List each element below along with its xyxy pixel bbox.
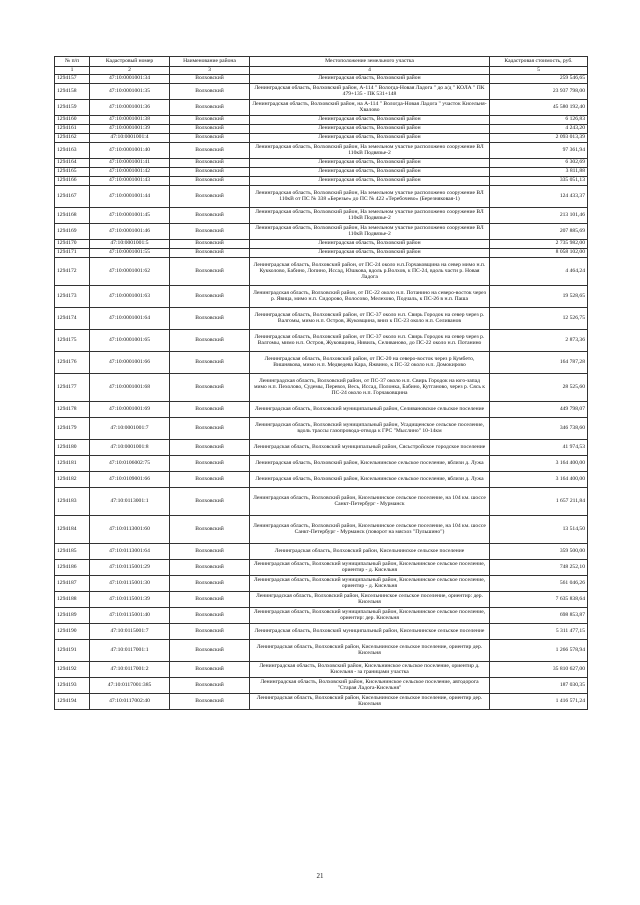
cadastral-number: 47:10:0115001:30: [90, 575, 170, 591]
location: Ленинградская область, Волховский район: [250, 248, 490, 257]
header-district: Наименование района: [170, 57, 250, 67]
row-number: 1294177: [55, 373, 90, 401]
location: Ленинградская область, Волховский район, На земельном участке расположено сооружение ВЛ 110кВ Подвязье-2: [250, 142, 490, 158]
location: Ленинградская область, Волховский муниципальный район, Кисельнинское сельское поселение: [250, 623, 490, 639]
cadastral-number: 47:10:0001001:69: [90, 401, 170, 417]
district-name: Волховский: [170, 142, 250, 158]
district-name: Волховский: [170, 575, 250, 591]
district-name: Волховский: [170, 471, 250, 487]
cadastral-number: 47:10:0001001:68: [90, 373, 170, 401]
cadastral-number: 47:10:0001001:66: [90, 351, 170, 373]
district-name: Волховский: [170, 124, 250, 133]
row-number: 1294179: [55, 417, 90, 439]
district-name: Волховский: [170, 693, 250, 709]
table-row: [55, 239, 588, 248]
table-row: [55, 158, 588, 167]
cadastral-number: 47:10:0001001:36: [90, 99, 170, 115]
table-row: [55, 133, 588, 142]
table-row: [55, 677, 588, 693]
table-row: [55, 351, 588, 373]
header-num: № п/п: [55, 57, 90, 67]
cadastral-value: 187 030,35: [490, 677, 588, 693]
row-number: 1294174: [55, 307, 90, 329]
row-number: 1294188: [55, 591, 90, 607]
district-name: Волховский: [170, 133, 250, 142]
location: Ленинградская область, Волховский район, Кисельнинское сельское поселение, вблизи д. Лужа: [250, 455, 490, 471]
location: Ленинградская область, Волховский муниципальный район, Сясьстройское городское поселение: [250, 439, 490, 455]
table-row: [55, 248, 588, 257]
location: Ленинградская область, Волховский район, Кисельнинское сельское поселение, автодорога "Старая Ладога-Кисельня": [250, 677, 490, 693]
cadastral-number: 47:10:0113001:64: [90, 543, 170, 559]
table-row: [55, 559, 588, 575]
cadastral-value: 3 811,88: [490, 167, 588, 176]
cadastral-value: 335 051,13: [490, 176, 588, 185]
row-number: 1294182: [55, 471, 90, 487]
location: Ленинградская область, Волховский муниципальный район, Селивановское сельское поселение: [250, 401, 490, 417]
table-row: [55, 176, 588, 185]
table-row: [55, 99, 588, 115]
row-number: 1294167: [55, 185, 90, 207]
location: Ленинградская область, Волховский район, от ПС-37 около н.п. Свирь Городок на север через р. Валгомы, мимо н.п. Остров, Жуковщина, вниз к ПС-23 около н.п. Селиванов: [250, 307, 490, 329]
cadastral-value: 3 164 400,00: [490, 471, 588, 487]
row-number: 1294162: [55, 133, 90, 142]
cadastral-value: 97 361,94: [490, 142, 588, 158]
row-number: 1294184: [55, 515, 90, 543]
cadastral-value: 4 243,20: [490, 124, 588, 133]
location: Ленинградская область, Волховский район: [250, 74, 490, 83]
cadastral-value: 1 266 578,94: [490, 639, 588, 661]
row-number: 1294180: [55, 439, 90, 455]
table-row: [55, 661, 588, 677]
cadastral-number: 47:10:0001001:43: [90, 176, 170, 185]
table-row: [55, 471, 588, 487]
row-number: 1294160: [55, 115, 90, 124]
row-number: 1294192: [55, 661, 90, 677]
cadastral-value: 164 787,28: [490, 351, 588, 373]
cadastral-number: 47:10:0115001:40: [90, 607, 170, 623]
district-name: Волховский: [170, 623, 250, 639]
cadastral-value: 359 500,00: [490, 543, 588, 559]
location: Ленинградская область, Волховский район: [250, 158, 490, 167]
district-name: Волховский: [170, 607, 250, 623]
location: Ленинградская область, Волховский район, Кисельнинское сельское поселение, ориентир дер. Кисельня: [250, 639, 490, 661]
table-row: [55, 623, 588, 639]
cadastral-number: 47:10:0001001:8: [90, 439, 170, 455]
table-row: [55, 142, 588, 158]
row-number: 1294173: [55, 285, 90, 307]
cadastral-number: 47:10:0001001:7: [90, 417, 170, 439]
table-row: [55, 575, 588, 591]
location: Ленинградская область, Волховский район: [250, 167, 490, 176]
cadastral-number: 47:10:0001001:5: [90, 239, 170, 248]
cadastral-value: 7 635 838,64: [490, 591, 588, 607]
cadastral-value: 1 416 571,24: [490, 693, 588, 709]
cadastral-number: 47:10:0001001:46: [90, 223, 170, 239]
table-row: [55, 124, 588, 133]
row-number: 1294170: [55, 239, 90, 248]
location: Ленинградская область, Волховский муниципальный район, Кисельнинское сельское поселение, ориентир - д. Кисельня: [250, 559, 490, 575]
header-cadastral-number: Кадастровый номер: [90, 57, 170, 67]
cadastral-value: 41 974,53: [490, 439, 588, 455]
cadastral-value: 207 885,69: [490, 223, 588, 239]
row-number: 1294191: [55, 639, 90, 661]
cadastral-number: 47:10:0001001:63: [90, 285, 170, 307]
cadastral-value: 1 657 211,84: [490, 487, 588, 515]
cadastral-value: 561 046,26: [490, 575, 588, 591]
district-name: Волховский: [170, 401, 250, 417]
cadastral-value: 124 433,37: [490, 185, 588, 207]
district-name: Волховский: [170, 373, 250, 401]
table-row: [55, 373, 588, 401]
district-name: Волховский: [170, 257, 250, 285]
cadastral-number: 47:10:0001001:65: [90, 329, 170, 351]
table-row: [55, 83, 588, 99]
row-number: 1294164: [55, 158, 90, 167]
district-name: Волховский: [170, 417, 250, 439]
location: Ленинградская область, Волховский район, от ПС-37 около н.п. Свирь Городок на юго-запад мимо н.п. Пехолово, Судемы, Перевоз, Весь, Иссад, Полонка, Бабино, Кутганово, через р. Сясь к ПС-24 около н.п. Горчаковщина: [250, 373, 490, 401]
location: Ленинградская область, Волховский район, На земельном участке расположено сооружение ВЛ 110кВ от ПС № 338 «Березье» до ПС № 422 «Теребочево» (Березняковая-1): [250, 185, 490, 207]
header-location: Местоположение земельного участка: [250, 57, 490, 67]
row-number: 1294193: [55, 677, 90, 693]
row-number: 1294186: [55, 559, 90, 575]
row-number: 1294190: [55, 623, 90, 639]
district-name: Волховский: [170, 677, 250, 693]
district-name: Волховский: [170, 115, 250, 124]
table-row: [55, 607, 588, 623]
cadastral-value: 23 937 798,00: [490, 83, 588, 99]
row-number: 1294172: [55, 257, 90, 285]
cadastral-value: 45 580 192,40: [490, 99, 588, 115]
cadastral-value: 5 311 477,15: [490, 623, 588, 639]
district-name: Волховский: [170, 185, 250, 207]
cadastral-number: 47:10:0001001:42: [90, 167, 170, 176]
district-name: Волховский: [170, 661, 250, 677]
cadastral-value: 12 526,75: [490, 307, 588, 329]
location: Ленинградская область, Волховский район: [250, 124, 490, 133]
cadastral-value: 6 126,83: [490, 115, 588, 124]
location: Ленинградская область, Волховский район, на А-114 " Вологда-Новая Ладога " участок Кисельня-Хвалово: [250, 99, 490, 115]
column-number: 4: [250, 67, 490, 75]
cadastral-value: 35 810 627,00: [490, 661, 588, 677]
cadastral-number: 47:10:0001001:55: [90, 248, 170, 257]
row-number: 1294181: [55, 455, 90, 471]
table-row: [55, 515, 588, 543]
table-row: [55, 439, 588, 455]
table-body: [55, 74, 588, 709]
location: Ленинградская область, Волховский район, от ПС-37 около н.п. Свирь Городок на север через р. Валгомы, мимо н.п. Остров, Жуковщина, Нивиль, Селиваново, до ПС-22 около н.п. Потанино: [250, 329, 490, 351]
table-row: [55, 115, 588, 124]
table-row: [55, 543, 588, 559]
cadastral-number: 47:10:0001001:44: [90, 185, 170, 207]
cadastral-value: 8 058 102,00: [490, 248, 588, 257]
row-number: 1294189: [55, 607, 90, 623]
row-number: 1294187: [55, 575, 90, 591]
table-row: [55, 487, 588, 515]
header-cadastral-value: Кадастровая стоимость, руб.: [490, 57, 588, 67]
row-number: 1294178: [55, 401, 90, 417]
location: Ленинградская область, Волховский район, На земельном участке расположено сооружение ВЛ 110кВ Подвязье-2: [250, 207, 490, 223]
location: Ленинградская область, Волховский район, Кисельнинское сельское поселение, на 104 км. шоссе Санкт-Петербург - Мурманск (поворот на мясхоз "Пульшино"): [250, 515, 490, 543]
cadastral-number: 47:10:0117001:2: [90, 661, 170, 677]
table-row: [55, 639, 588, 661]
row-number: 1294159: [55, 99, 90, 115]
row-number: 1294194: [55, 693, 90, 709]
district-name: Волховский: [170, 307, 250, 329]
district-name: Волховский: [170, 639, 250, 661]
cadastral-number: 47:10:0001001:38: [90, 115, 170, 124]
cadastral-number: 47:10:0001001:39: [90, 124, 170, 133]
column-number: 5: [490, 67, 588, 75]
cadastral-number: 47:10:0001001:64: [90, 307, 170, 329]
district-name: Волховский: [170, 285, 250, 307]
district-name: Волховский: [170, 239, 250, 248]
row-number: 1294166: [55, 176, 90, 185]
row-number: 1294183: [55, 487, 90, 515]
row-number: 1294165: [55, 167, 90, 176]
cadastral-value: 4 464,24: [490, 257, 588, 285]
table-row: [55, 207, 588, 223]
table-row: [55, 257, 588, 285]
district-name: Волховский: [170, 487, 250, 515]
district-name: Волховский: [170, 248, 250, 257]
district-name: Волховский: [170, 83, 250, 99]
district-name: Волховский: [170, 223, 250, 239]
cadastral-number: 47:10:0001001:62: [90, 257, 170, 285]
district-name: Волховский: [170, 455, 250, 471]
district-name: Волховский: [170, 158, 250, 167]
table-row: [55, 307, 588, 329]
cadastral-number: 47:10:0115001:7: [90, 623, 170, 639]
table-row: [55, 185, 588, 207]
page-number: 21: [316, 872, 324, 880]
location: Ленинградская область, Волховский муниципальный район, Кисельнинское сельское поселение, ориентир - д. Кисельня: [250, 575, 490, 591]
cadastral-value: 346 738,60: [490, 417, 588, 439]
district-name: Волховский: [170, 559, 250, 575]
district-name: Волховский: [170, 591, 250, 607]
cadastral-value: 2 735 982,00: [490, 239, 588, 248]
district-name: Волховский: [170, 351, 250, 373]
row-number: 1294169: [55, 223, 90, 239]
district-name: Волховский: [170, 167, 250, 176]
cadastral-number: 47:10:0115001:29: [90, 559, 170, 575]
column-number: 2: [90, 67, 170, 75]
cadastral-number: 47:10:0115001:39: [90, 591, 170, 607]
location: Ленинградская область, Волховский район: [250, 133, 490, 142]
district-name: Волховский: [170, 99, 250, 115]
cadastral-number: 47:10:0113001:1: [90, 487, 170, 515]
location: Ленинградская область, Волховский район, от ПС-20 на северо-восток через р Кумбето, Вишнякова, мимо н.п. Медведева Кара, Яжвино, к ПС-32 около н.п. Домокирово: [250, 351, 490, 373]
cadastral-value: 13 514,50: [490, 515, 588, 543]
table-row: [55, 417, 588, 439]
cadastral-number: 47:10:0113001:60: [90, 515, 170, 543]
district-name: Волховский: [170, 543, 250, 559]
table-row: [55, 329, 588, 351]
location: Ленинградская область, Волховский район, Кисельнинское сельское поселение, ориентир дер. Кисельня: [250, 693, 490, 709]
cadastral-value: 449 798,07: [490, 401, 588, 417]
cadastral-value: 213 101,46: [490, 207, 588, 223]
district-name: Волховский: [170, 439, 250, 455]
table-row: [55, 401, 588, 417]
row-number: 1294157: [55, 74, 90, 83]
header-row: [55, 57, 588, 67]
cadastral-value: 259 546,65: [490, 74, 588, 83]
location: Ленинградская область, Волховский район, Кисельнинское сельское поселение, вблизи д. Лужа: [250, 471, 490, 487]
row-number: 1294161: [55, 124, 90, 133]
column-number: 1: [55, 67, 90, 75]
row-number: 1294163: [55, 142, 90, 158]
row-number: 1294176: [55, 351, 90, 373]
location: Ленинградская область, Волховский район, Кисельнинское сельское поселение, на 104 км. шоссе Санкт-Петербург - Мурманск: [250, 487, 490, 515]
cadastral-number: 47:10:0106002:75: [90, 455, 170, 471]
cadastral-number: 47:10:0117001:1: [90, 639, 170, 661]
cadastral-number: 47:10:0109001:66: [90, 471, 170, 487]
location: Ленинградская область, Волховский район, Кисельнинское сельское поселение: [250, 543, 490, 559]
cadastral-number: 47:10:0001001:35: [90, 83, 170, 99]
district-name: Волховский: [170, 515, 250, 543]
location: Ленинградская область, Волховский муниципальный район, Кисельнинское сельское поселение, ориентир: дер. Кисельня: [250, 607, 490, 623]
cadastral-number: 47:10:0001001:34: [90, 74, 170, 83]
column-number: 3: [170, 67, 250, 75]
row-number: 1294171: [55, 248, 90, 257]
district-name: Волховский: [170, 176, 250, 185]
location: Ленинградская область, Волховский район, А-114 " Вологда-Новая Ладога " до а/д " КОЛА " ПК 479+135 - ПК 531+148: [250, 83, 490, 99]
cadastral-value: 3 164 400,00: [490, 455, 588, 471]
cadastral-value: 698 853,87: [490, 607, 588, 623]
cadastral-number: 47:10:0001001:41: [90, 158, 170, 167]
location: Ленинградская область, Волховский муниципальный район, Усадищенское сельское поселение, вдоль трассы газопровода-отвода к ГРС "Мыслино" 10-14км: [250, 417, 490, 439]
location: Ленинградская область, Волховский район: [250, 239, 490, 248]
cadastral-number: 47:10:0117001:385: [90, 677, 170, 693]
cadastral-number: 47:10:0001001:4: [90, 133, 170, 142]
row-number: 1294158: [55, 83, 90, 99]
cadastral-table: [54, 56, 588, 710]
column-number-row: [55, 67, 588, 75]
table-row: [55, 693, 588, 709]
cadastral-value: 6 302,69: [490, 158, 588, 167]
row-number: 1294185: [55, 543, 90, 559]
row-number: 1294168: [55, 207, 90, 223]
cadastral-value: 28 525,60: [490, 373, 588, 401]
location: Ленинградская область, Волховский район, Кисельнинское сельское поселение, ориентир д. Кисельня - за границами участка: [250, 661, 490, 677]
cadastral-value: 19 528,65: [490, 285, 588, 307]
table-row: [55, 591, 588, 607]
location: Ленинградская область, Волховский район, Кисельнинское сельское поселение, ориентир: дер. Кисельня: [250, 591, 490, 607]
district-name: Волховский: [170, 74, 250, 83]
table-row: [55, 285, 588, 307]
location: Ленинградская область, Волховский район, от ПС-22 около н.п. Потанино на северо-восток через р. Явица, мимо н.п. Сидорово, Волосово, Мелехово, Подчаль, к ПС-26 в н.п. Паша: [250, 285, 490, 307]
cadastral-number: 47:10:0001001:40: [90, 142, 170, 158]
cadastral-value: 2 873,36: [490, 329, 588, 351]
district-name: Волховский: [170, 207, 250, 223]
table-row: [55, 167, 588, 176]
location: Ленинградская область, Волховский район: [250, 176, 490, 185]
cadastral-value: 748 252,10: [490, 559, 588, 575]
table-row: [55, 223, 588, 239]
cadastral-number: 47:10:0001001:45: [90, 207, 170, 223]
district-name: Волховский: [170, 329, 250, 351]
table-row: [55, 74, 588, 83]
location: Ленинградская область, Волховский район, от ПС-24 около н.п.Горчаковщина на север мимо н.п. Кукколово, Бабино, Лопино, Иссад, Юшкова, вдоль р.Волхов, к ПС-24, вдоль части р. Новая Ладога: [250, 257, 490, 285]
table-row: [55, 455, 588, 471]
location: Ленинградская область, Волховский район, На земельном участке расположено сооружение ВЛ 110кВ Подвязье-2: [250, 223, 490, 239]
cadastral-number: 47:10:0117002:40: [90, 693, 170, 709]
row-number: 1294175: [55, 329, 90, 351]
cadastral-value: 2 093 013,39: [490, 133, 588, 142]
location: Ленинградская область, Волховский район: [250, 115, 490, 124]
